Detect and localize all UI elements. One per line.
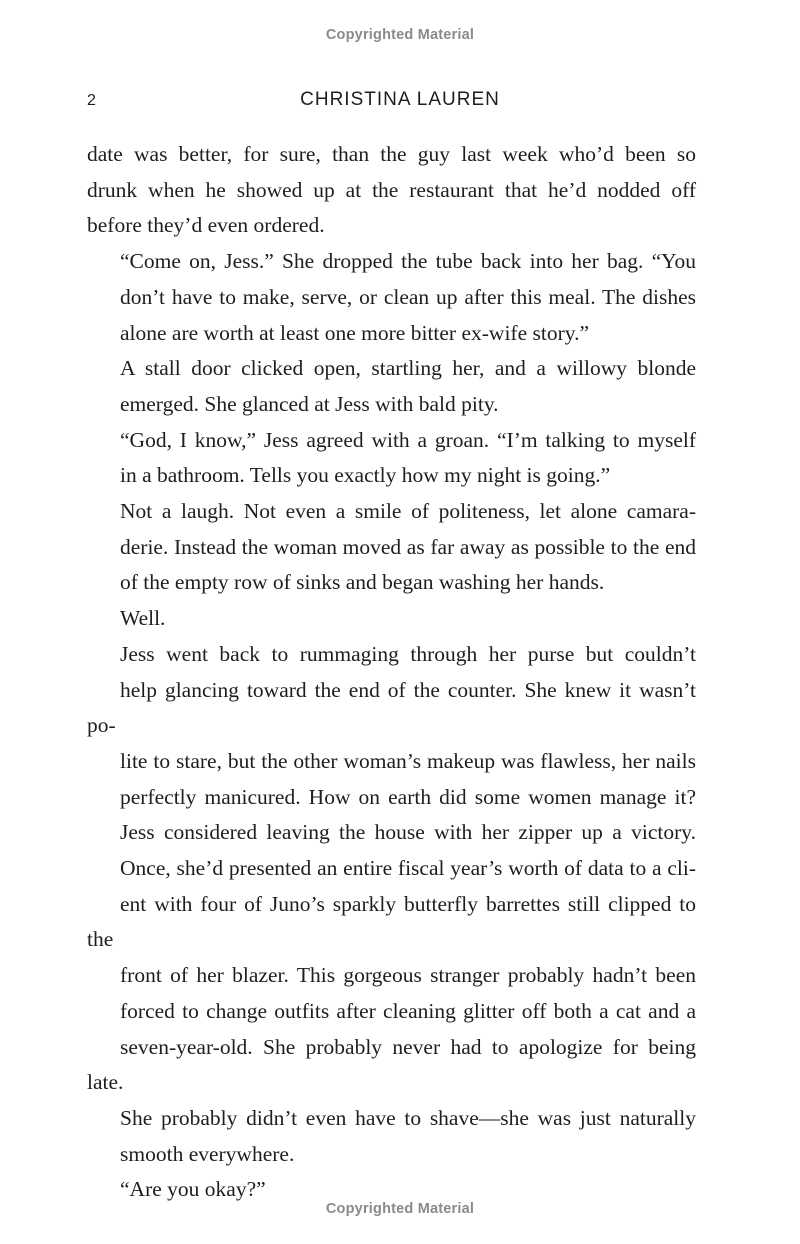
running-head-author: CHRISTINA LAUREN <box>300 89 500 110</box>
text-line: smooth everywhere. <box>120 1141 295 1166</box>
text-line: alone are worth at least one more bitter ex-wife story.” <box>120 320 590 345</box>
text-line: Jess went back to rummaging through her purse but couldn’t <box>120 641 696 666</box>
text-line: derie. Instead the woman moved as far away as possible to the end <box>120 534 696 559</box>
text-line: Once, she’d presented an entire fiscal year’s worth of data to a cli- <box>120 856 696 881</box>
text-line: help glancing toward the end of the counter. She knew it wasn’t po- <box>87 677 696 738</box>
text-line: of the empty row of sinks and began washing her hands. <box>120 570 605 595</box>
text-line: in a bathroom. Tells you exactly how my night is going.” <box>120 463 611 488</box>
text-line: Well. <box>120 606 166 631</box>
paragraph <box>87 601 696 637</box>
text-line: seven-year-old. She probably never had to apologize for being late. <box>87 1034 696 1095</box>
text-line: She probably didn’t even have to shave—she was just naturally <box>120 1105 696 1130</box>
text-line: before they’d even ordered. <box>87 213 325 238</box>
text-line: “Come on, Jess.” She dropped the tube back into her bag. “You <box>120 249 696 274</box>
text-line: forced to change outfits after cleaning glitter off both a cat and a <box>120 998 696 1023</box>
text-line: “God, I know,” Jess agreed with a groan. “I’m talking to myself <box>120 427 696 452</box>
text-line: front of her blazer. This gorgeous stranger probably hadn’t been <box>120 963 696 988</box>
copyright-watermark-bottom: Copyrighted Material <box>325 1201 475 1217</box>
text-line: A stall door clicked open, startling her, and a willowy blonde <box>120 356 696 381</box>
body-text <box>87 137 696 1208</box>
copyright-watermark-top: Copyrighted Material <box>325 27 475 43</box>
text-line: Jess considered leaving the house with her zipper up a victory. <box>120 820 696 845</box>
text-line: drunk when he showed up at the restaurant that he’d nodded off <box>87 177 696 202</box>
text-line: “Are you okay?” <box>120 1177 266 1202</box>
text-line: date was better, for sure, than the guy last week who’d been so <box>87 142 696 166</box>
paragraph <box>87 351 696 422</box>
paragraph <box>87 137 696 244</box>
text-line: lite to stare, but the other woman’s makeup was flawless, her nails <box>120 748 696 773</box>
text-line: ent with four of Juno’s sparkly butterfly barrettes still clipped to the <box>87 891 696 952</box>
paragraph <box>87 494 696 601</box>
paragraph <box>87 637 696 1173</box>
text-line: perfectly manicured. How on earth did some women manage it? <box>120 784 696 809</box>
text-line: don’t have to make, serve, or clean up after this meal. The dishes <box>120 284 696 309</box>
text-line: emerged. She glanced at Jess with bald pity. <box>120 391 499 416</box>
page-number: 2 <box>87 92 96 109</box>
text-line: Not a laugh. Not even a smile of politeness, let alone camara- <box>120 499 696 524</box>
paragraph <box>87 423 696 494</box>
paragraph <box>87 244 696 351</box>
